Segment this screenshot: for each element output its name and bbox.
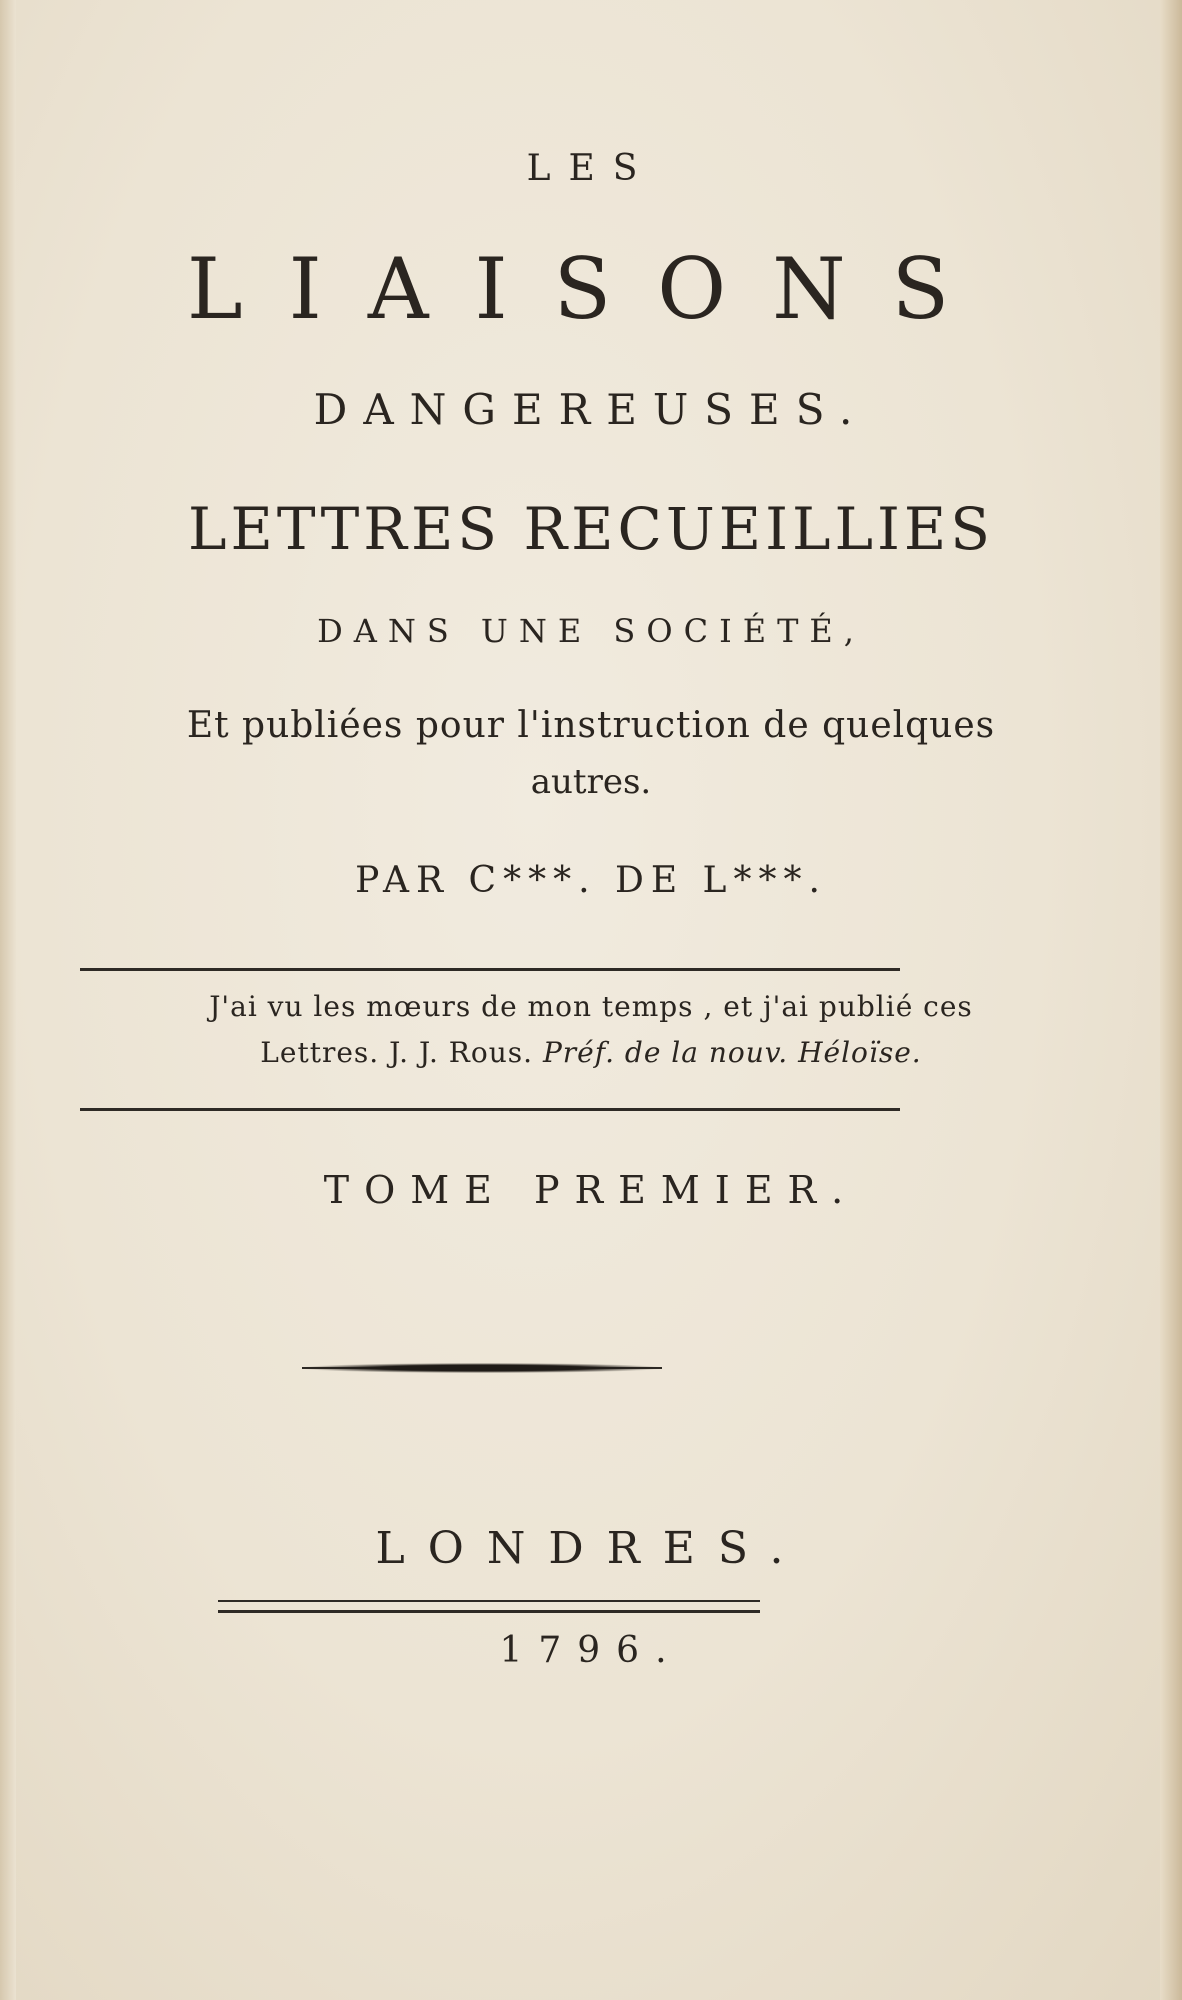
double-rule-upper [218, 1600, 760, 1602]
subtitle-societe: DANS UNE SOCIÉTÉ, [317, 612, 865, 650]
epigraph-line1: J'ai vu les mœurs de mon temps , et j'ai publié ces [209, 990, 973, 1023]
volume-label: TOME PREMIER. [323, 1168, 859, 1212]
title-dangereuses: DANGEREUSES. [313, 385, 869, 434]
subtitle-publiees-line2: autres. [530, 762, 652, 802]
author-line: PAR C***. DE L***. [355, 860, 827, 901]
divider-rule-bottom [80, 1108, 900, 1111]
subtitle-lettres: LETTRES RECUEILLIES [187, 495, 994, 563]
subtitle-publiees-line1: Et publiées pour l'instruction de quelques [186, 705, 996, 746]
epigraph-attribution: Lettres. J. J. Rous. [260, 1036, 534, 1069]
imprint-year: 1796. [499, 1630, 683, 1671]
epigraph-line2 [0, 1036, 1182, 1069]
title-les: LES [526, 148, 656, 189]
imprint-place: LONDRES. [375, 1523, 807, 1574]
divider-rule-top [80, 968, 900, 971]
ornament-swell [302, 1363, 662, 1373]
double-rule-lower [218, 1610, 760, 1613]
title-liaisons: LIAISONS [186, 240, 996, 338]
epigraph-source: Préf. de la nouv. Héloïse. [542, 1036, 922, 1069]
